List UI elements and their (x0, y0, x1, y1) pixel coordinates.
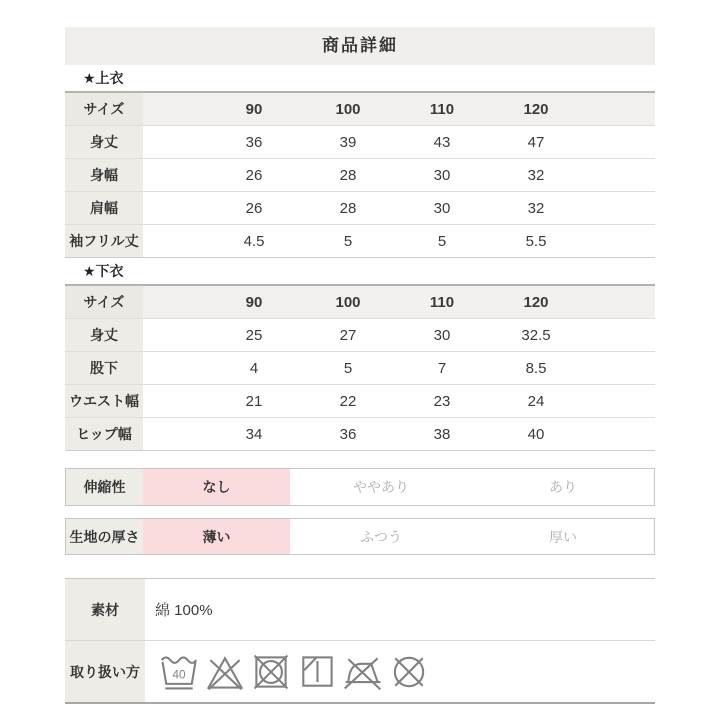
care-row (65, 640, 655, 702)
cell-value: 40 (489, 418, 583, 451)
table-row (65, 192, 655, 225)
cell-value: 34 (207, 418, 301, 451)
care-label: 取り扱い方 (65, 641, 145, 702)
filler-cell (583, 159, 655, 192)
row-label: 身幅 (65, 159, 143, 192)
fabric-thickness-attribute-row (65, 518, 655, 555)
cell-value: 30 (395, 192, 489, 225)
size-header-value: 120 (489, 92, 583, 126)
filler-cell (583, 418, 655, 451)
size-header-value: 90 (207, 285, 301, 319)
material-value: 綿 100% (155, 602, 213, 619)
cell-value: 23 (395, 385, 489, 418)
table-row (65, 126, 655, 159)
cell-value: 36 (207, 126, 301, 159)
row-label: 袖フリル丈 (65, 225, 143, 258)
spacer-cell (143, 385, 207, 418)
cell-value: 30 (395, 319, 489, 352)
cell-value: 5 (301, 225, 395, 258)
filler-cell (583, 385, 655, 418)
spacer-cell (143, 126, 207, 159)
section-label-bottom-garment: ★下衣 (83, 263, 124, 279)
filler-cell (583, 285, 655, 319)
size-header-label: サイズ (65, 92, 143, 126)
bottom-garment-size-table (65, 284, 655, 451)
table-row (65, 418, 655, 451)
cell-value: 22 (301, 385, 395, 418)
attribute-option: ふつう (360, 528, 402, 545)
material-care-box (65, 578, 655, 704)
size-header-value: 90 (207, 92, 301, 126)
filler-cell (583, 225, 655, 258)
filler-cell (583, 352, 655, 385)
size-header-value: 100 (301, 92, 395, 126)
cell-value: 32 (489, 159, 583, 192)
section-label-top-garment: ★上衣 (83, 70, 124, 86)
attribute-option-selected: なし (143, 469, 290, 505)
filler-cell (583, 319, 655, 352)
filler-cell (583, 192, 655, 225)
cell-value: 5.5 (489, 225, 583, 258)
spacer-cell (143, 92, 207, 126)
table-row (65, 285, 655, 319)
cell-value: 4 (207, 352, 301, 385)
attribute-label: 生地の厚さ (66, 519, 143, 554)
spacer-cell (143, 159, 207, 192)
size-header-value: 100 (301, 285, 395, 319)
no-bleach-icon (204, 651, 246, 693)
cell-value: 4.5 (207, 225, 301, 258)
cell-value: 27 (301, 319, 395, 352)
row-label: 身丈 (65, 319, 143, 352)
filler-cell (583, 126, 655, 159)
cell-value: 5 (301, 352, 395, 385)
spacer-cell (143, 192, 207, 225)
cell-value: 43 (395, 126, 489, 159)
cell-value: 28 (301, 192, 395, 225)
cell-value: 47 (489, 126, 583, 159)
size-header-label: サイズ (65, 285, 143, 319)
row-label: ウエスト幅 (65, 385, 143, 418)
cell-value: 32.5 (489, 319, 583, 352)
cell-value: 36 (301, 418, 395, 451)
row-label: 身丈 (65, 126, 143, 159)
cell-value: 38 (395, 418, 489, 451)
page-title: 商品詳細 (65, 27, 655, 65)
spacer-cell (143, 225, 207, 258)
row-label: ヒップ幅 (65, 418, 143, 451)
filler-cell (583, 92, 655, 126)
table-row (65, 92, 655, 126)
cell-value: 25 (207, 319, 301, 352)
cell-value: 30 (395, 159, 489, 192)
no-dry-clean-icon (388, 651, 430, 693)
spacer-cell (143, 285, 207, 319)
size-header-value: 110 (395, 285, 489, 319)
cell-value: 7 (395, 352, 489, 385)
table-row (65, 159, 655, 192)
table-row (65, 319, 655, 352)
cell-value: 28 (301, 159, 395, 192)
cell-value: 26 (207, 192, 301, 225)
size-header-value: 120 (489, 285, 583, 319)
cell-value: 5 (395, 225, 489, 258)
spacer-cell (143, 319, 207, 352)
top-garment-size-table (65, 91, 655, 258)
stretch-attribute-row (65, 468, 655, 506)
spacer-cell (143, 418, 207, 451)
cell-value: 32 (489, 192, 583, 225)
attribute-label: 伸縮性 (66, 469, 143, 505)
wash-40-icon (158, 651, 200, 693)
spacer-cell (143, 352, 207, 385)
row-label: 肩幅 (65, 192, 143, 225)
no-tumble-dry-icon (250, 651, 292, 693)
drip-dry-in-shade-icon (296, 651, 338, 693)
care-icons (145, 641, 430, 702)
material-row (65, 579, 655, 640)
attribute-option-selected: 薄い (143, 519, 290, 554)
table-row (65, 352, 655, 385)
svg-text:40: 40 (172, 666, 186, 681)
cell-value: 21 (207, 385, 301, 418)
table-row (65, 225, 655, 258)
attribute-option: 厚い (549, 528, 577, 545)
cell-value: 8.5 (489, 352, 583, 385)
cell-value: 39 (301, 126, 395, 159)
cell-value: 26 (207, 159, 301, 192)
table-row (65, 385, 655, 418)
attribute-option: あり (549, 479, 577, 495)
row-label: 股下 (65, 352, 143, 385)
no-iron-icon (342, 651, 384, 693)
size-header-value: 110 (395, 92, 489, 126)
attribute-option: ややあり (353, 479, 409, 495)
cell-value: 24 (489, 385, 583, 418)
material-label: 素材 (65, 579, 145, 640)
